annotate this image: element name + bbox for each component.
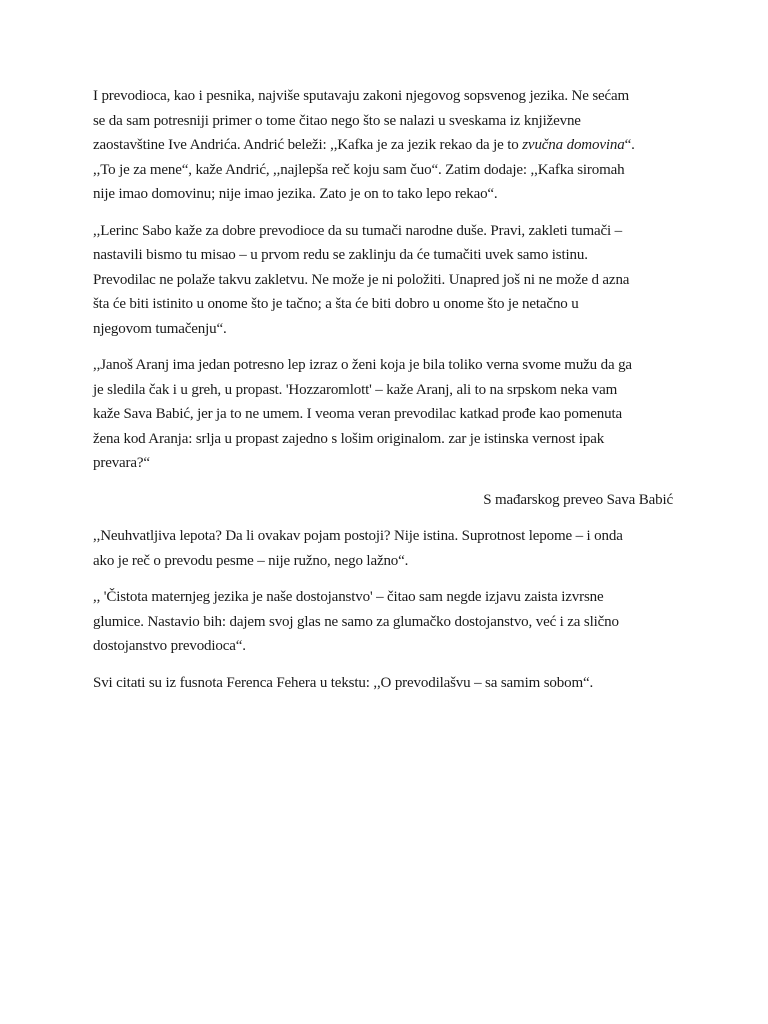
document-body <box>93 84 673 707</box>
paragraph-purity <box>93 585 673 659</box>
paragraph-aranj <box>93 353 673 476</box>
text-line: Svi citati su iz fusnota Ferenca Fehera u tekstu: ,,O prevodilašvu – sa samim sobom“. <box>93 674 594 691</box>
text-line: nije imao domovinu; nije imao jezika. Zato je on to tako lepo rekao“. <box>93 186 498 202</box>
text-line: ,,Janoš Aranj ima jedan potresno lep izraz o ženi koja je bila toliko verna svome mužu da ga <box>93 357 632 373</box>
text-line: Prevodilac ne polaže takvu zakletvu. Ne može je ni položiti. Unapred još ni ne može d azna <box>93 271 630 288</box>
text-line: žena kod Aranja: srlja u propast zajedno s lošim originalom. zar je istinska vernost ipak <box>93 430 605 447</box>
text-segment: “. <box>624 137 635 153</box>
text-line: dostojanstvo prevodioca“. <box>93 638 246 654</box>
paragraph-beauty <box>93 524 673 573</box>
italic-phrase: zvučna domovina <box>522 137 625 153</box>
text-line: njegovom tumačenju“. <box>93 320 227 337</box>
text-line: ,,Lerinc Sabo kaže za dobre prevodioce da su tumači narodne duše. Pravi, zakleti tumači – <box>93 222 622 239</box>
text-segment: zaostavštine Ive Andrića. Andrić beleži: ,,Kafka je za jezik rekao da je to <box>93 137 523 153</box>
text-line <box>93 133 673 158</box>
text-line: I prevodioca, kao i pesnika, najviše sputavaju zakoni njegovog sopsvenog jezika. Ne sećam <box>93 88 630 104</box>
translator-credit <box>93 488 673 513</box>
paragraph-sources <box>93 671 673 696</box>
text-line: nastavili bismo tu misao – u prvom redu se zaklinju da će tumačiti uvek samo istinu. <box>93 247 588 263</box>
text-line: glumice. Nastavio bih: dajem svoj glas ne samo za glumačko dostojanstvo, već i za slično <box>93 613 619 630</box>
text-line: kaže Sava Babić, jer ja to ne umem. I veoma veran prevodilac katkad prođe kao pomenuta <box>93 406 622 422</box>
credit-text: S mađarskog preveo Sava Babić <box>483 491 673 508</box>
paragraph-andric <box>93 84 673 207</box>
text-line: šta će biti istinito u onome što je tačno; a šta će biti dobro u onome što je netačno u <box>93 296 579 312</box>
text-line: ,,To je za mene“, kaže Andrić, ,,najlepša reč koju sam čuo“. Zatim dodaje: ,,Kafka siromah <box>93 161 625 178</box>
text-line: ako je reč o prevodu pesme – nije ružno, nego lažno“. <box>93 552 409 569</box>
text-line: prevara?“ <box>93 455 150 471</box>
text-line: je sledila čak i u greh, u propast. 'Hozzaromlott' – kaže Aranj, ali to na srpskom neka vam <box>93 381 618 398</box>
text-line: ,, 'Čistota maternjeg jezika je naše dostojanstvo' – čitao sam negde izjavu zaista izvrsne <box>93 589 604 605</box>
text-line: se da sam potresniji primer o tome čitao nego što se nalazi u sveskama iz književne <box>93 112 581 129</box>
text-line: ,,Neuhvatljiva lepota? Da li ovakav pojam postoji? Nije istina. Suprotnost lepome – i onda <box>93 528 623 544</box>
paragraph-sabo <box>93 219 673 342</box>
